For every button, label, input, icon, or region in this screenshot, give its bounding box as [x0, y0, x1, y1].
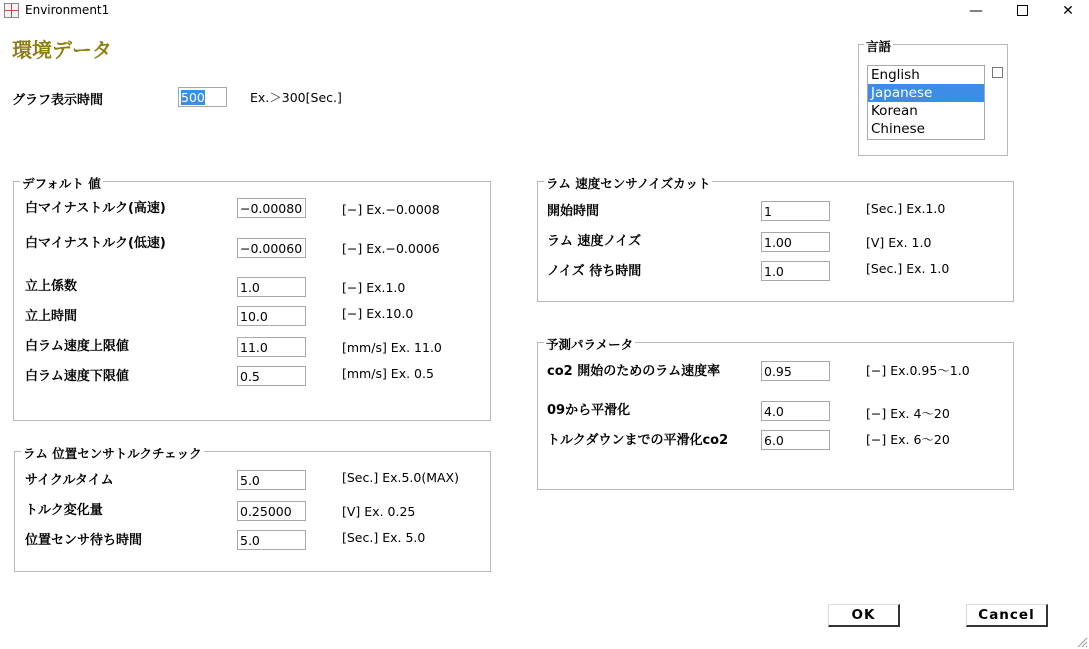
graph-time-hint: Ex.＞300[Sec.] — [250, 90, 342, 105]
ram-position-row-input[interactable]: 5.0 — [237, 530, 306, 550]
prediction-row-input[interactable]: 0.95 — [761, 361, 830, 381]
default-row-label: 立上係数 — [25, 279, 78, 294]
default-row-hint: [−] Ex.10.0 — [342, 306, 414, 321]
graph-time-input[interactable] — [178, 87, 227, 107]
resize-grip-icon[interactable] — [1076, 636, 1088, 648]
ram-position-title: ラム 位置センサトルクチェック — [23, 446, 202, 461]
prediction-row-label: 09から平滑化 — [547, 403, 631, 418]
default-row-hint: [−] Ex.1.0 — [342, 280, 406, 295]
ram-speed-row-input[interactable]: 1 — [761, 201, 830, 221]
page-title: 環境データ — [12, 38, 112, 62]
close-button[interactable]: ✕ — [1062, 3, 1074, 19]
app-icon — [4, 3, 19, 18]
prediction-row-label: co2 開始のためのラム速度率 — [547, 364, 721, 379]
default-row-input[interactable]: −0.00080 — [237, 198, 306, 218]
prediction-row-hint: [−] Ex. 4〜20 — [866, 406, 950, 421]
ram-speed-row-label: 開始時間 — [547, 204, 600, 219]
ram-position-row-hint: [Sec.] Ex.5.0(MAX) — [342, 470, 459, 485]
default-values-title: デフォルト 値 — [22, 176, 101, 191]
default-row-hint: [mm/s] Ex. 0.5 — [342, 366, 434, 381]
ram-position-row-label: トルク変化量 — [25, 503, 103, 518]
ram-speed-row-input[interactable]: 1.0 — [761, 261, 830, 281]
ram-speed-row-hint: [Sec.] Ex.1.0 — [866, 201, 946, 216]
ram-speed-row-label: ラム 速度ノイズ — [547, 234, 642, 249]
default-row-label: 立上時間 — [25, 309, 78, 324]
maximize-icon — [1017, 5, 1028, 16]
language-checkbox[interactable] — [992, 67, 1003, 78]
title-bar — [0, 0, 1089, 22]
prediction-row-input[interactable]: 6.0 — [761, 430, 830, 450]
default-row-label: 白マイナストルク(低速) — [25, 236, 166, 251]
default-row-input[interactable]: 1.0 — [237, 277, 306, 297]
language-option-english[interactable]: English — [871, 67, 920, 83]
ram-position-row-label: サイクルタイム — [25, 473, 114, 488]
ram-speed-row-hint: [V] Ex. 1.0 — [866, 235, 932, 250]
ram-speed-row-hint: [Sec.] Ex. 1.0 — [866, 261, 950, 276]
default-row-hint: [−] Ex.−0.0008 — [342, 202, 440, 217]
default-row-label: 白ラム速度下限値 — [25, 369, 129, 384]
ram-position-row-hint: [Sec.] Ex. 5.0 — [342, 530, 426, 545]
default-row-input[interactable]: −0.00060 — [237, 238, 306, 258]
default-row-hint: [mm/s] Ex. 11.0 — [342, 340, 442, 355]
default-row-label: 白ラム速度上限値 — [25, 339, 129, 354]
language-option-chinese[interactable]: Chinese — [871, 121, 925, 137]
ram-position-row-input[interactable]: 5.0 — [237, 470, 306, 490]
graph-time-value: 500 — [181, 90, 205, 105]
cancel-button[interactable]: Cancel — [966, 604, 1048, 627]
prediction-title: 予測パラメータ — [546, 337, 634, 352]
prediction-row-label: トルクダウンまでの平滑化co2 — [547, 433, 729, 448]
ram-speed-row-input[interactable]: 1.00 — [761, 232, 830, 252]
maximize-button[interactable] — [999, 0, 1045, 22]
ram-speed-title: ラム 速度センサノイズカット — [546, 176, 711, 191]
language-option-japanese[interactable]: Japanese — [868, 84, 984, 102]
default-row-input[interactable]: 10.0 — [237, 306, 306, 326]
ram-position-row-hint: [V] Ex. 0.25 — [342, 504, 416, 519]
ram-speed-row-label: ノイズ 待ち時間 — [547, 264, 642, 279]
prediction-row-hint: [−] Ex.0.95〜1.0 — [866, 363, 970, 378]
default-row-label: 白マイナストルク(高速) — [25, 201, 166, 216]
default-row-input[interactable]: 11.0 — [237, 337, 306, 357]
default-row-input[interactable]: 0.5 — [237, 366, 306, 386]
ram-position-row-input[interactable]: 0.25000 — [237, 501, 306, 521]
language-group-title: 言語 — [866, 39, 892, 54]
graph-time-label: グラフ表示時間 — [12, 93, 104, 108]
language-option-korean[interactable]: Korean — [871, 103, 918, 119]
prediction-row-input[interactable]: 4.0 — [761, 401, 830, 421]
ok-button[interactable]: OK — [828, 604, 900, 627]
default-row-hint: [−] Ex.−0.0006 — [342, 241, 440, 256]
minimize-button[interactable]: — — [969, 3, 983, 19]
language-listbox[interactable] — [867, 65, 985, 140]
prediction-row-hint: [−] Ex. 6〜20 — [866, 432, 950, 447]
ram-position-row-label: 位置センサ待ち時間 — [25, 533, 143, 548]
window-title: Environment1 — [25, 3, 110, 17]
